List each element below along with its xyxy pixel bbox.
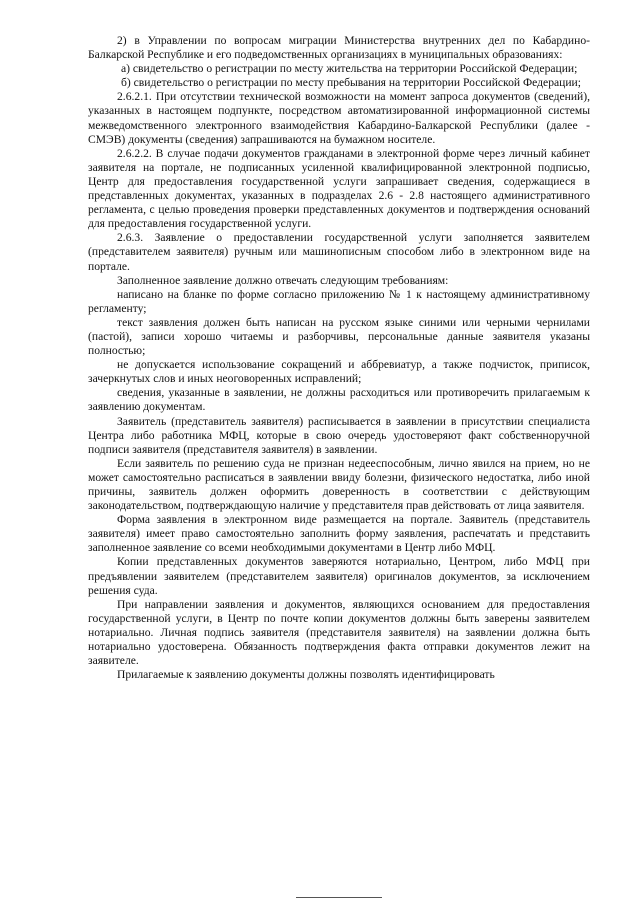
paragraph-requirement-no-abbreviations: не допускается использование сокращений и аббревиатур, а также подчисток, приписок, зачеркнутых слов и иных неоговоренных исправлений; [88, 358, 590, 386]
bottom-divider [296, 897, 382, 898]
paragraph-requirements-intro: Заполненное заявление должно отвечать следующим требованиям: [117, 273, 449, 287]
paragraph-requirement-form: написано на бланке по форме согласно приложению № 1 к настоящему административному регламенту; [88, 287, 590, 315]
paragraph-attached-documents: Прилагаемые к заявлению документы должны позволять идентифицировать [117, 668, 495, 682]
paragraph-signature: Заявитель (представитель заявителя) расписывается в заявлении в присутствии специалиста Центра либо работника МФЦ, которые в свою очередь удостоверяют факт собственноручной подписи заявителя (представителя заявителя) в заявлении. [88, 414, 590, 456]
paragraph-migration-office: 2) в Управлении по вопросам миграции Министерства внутренних дел по Кабардино-Балкарской Республике и его подведомственных организациях в муниципальных образованиях: [88, 34, 590, 62]
paragraph-residence-certificate: а) свидетельство о регистрации по месту жительства на территории Российской Федерации; [121, 62, 578, 76]
paragraph-requirement-language: текст заявления должен быть написан на русском языке синими или черными чернилами (пастой), записи хорошо читаемы и разборчивы, персональные данные заявителя указаны полностью; [88, 315, 590, 358]
paragraph-requirement-consistency: сведения, указанные в заявлении, не должны расходиться или противоречить прилагаемым к заявлению документам. [88, 386, 590, 414]
paragraph-postal-submission: При направлении заявления и документов, являющихся основанием для предоставления государственной услуги, в Центр по почте копии документов должны быть заверены заявителем нотариально. Личная подпись заявителя (представителя заявителя) на заявлении должна быть нотариально удостоверена. Обязанность подтверждения факта отправки документов лежит на заявителе. [88, 597, 590, 668]
paragraph-electronic-form: Форма заявления в электронном виде размещается на портале. Заявитель (представитель заявителя) имеет право самостоятельно заполнить форму заявления, распечатать и представить заполненное заявление со всеми необходимыми документами в Центр либо МФЦ. [88, 513, 590, 555]
document-body [88, 34, 590, 682]
paragraph-power-of-attorney: Если заявитель по решению суда не признан недееспособным, лично явился на прием, но не может самостоятельно расписаться в заявлении ввиду болезни, физического недостатка, либо иной причины, заявитель должен оформить доверенность в соответствии с действующим законодательством, подтверждающую наличие у представителя прав действовать от лица заявителя. [88, 456, 590, 513]
paragraph-copies-certification: Копии представленных документов заверяются нотариально, Центром, либо МФЦ при предъявлении заявителем (представителем заявителя) оригиналов документов, за исключением решения суда. [88, 555, 590, 597]
paragraph-2-6-2-1: 2.6.2.1. При отсутствии технической возможности на момент запроса документов (сведений), указанных в настоящем подпункте, посредством автоматизированной информационной системы межведомственного электронного взаимодействия Кабардино-Балкарской Республики (далее - СМЭВ) документы (сведения) запрашиваются на бумажном носителе. [88, 90, 590, 146]
paragraph-2-6-3: 2.6.3. Заявление о предоставлении государственной услуги заполняется заявителем (представителем заявителя) ручным или машинописным способом либо в электронном виде на портале. [88, 231, 590, 273]
paragraph-stay-certificate: б) свидетельство о регистрации по месту пребывания на территории Российской Федерации; [121, 76, 581, 90]
paragraph-2-6-2-2: 2.6.2.2. В случае подачи документов гражданами в электронной форме через личный кабинет заявителя на портале, не подписанных усиленной квалифицированной электронной подписью, Центр для предоставления государственной услуги запрашивает сведения, содержащиеся в представленных документах, указанных в подразделах 2.6 - 2.8 настоящего административного регламента, с целью проведения проверки представленных документов и подтверждения оснований для предоставления государственной услуги. [88, 146, 590, 231]
